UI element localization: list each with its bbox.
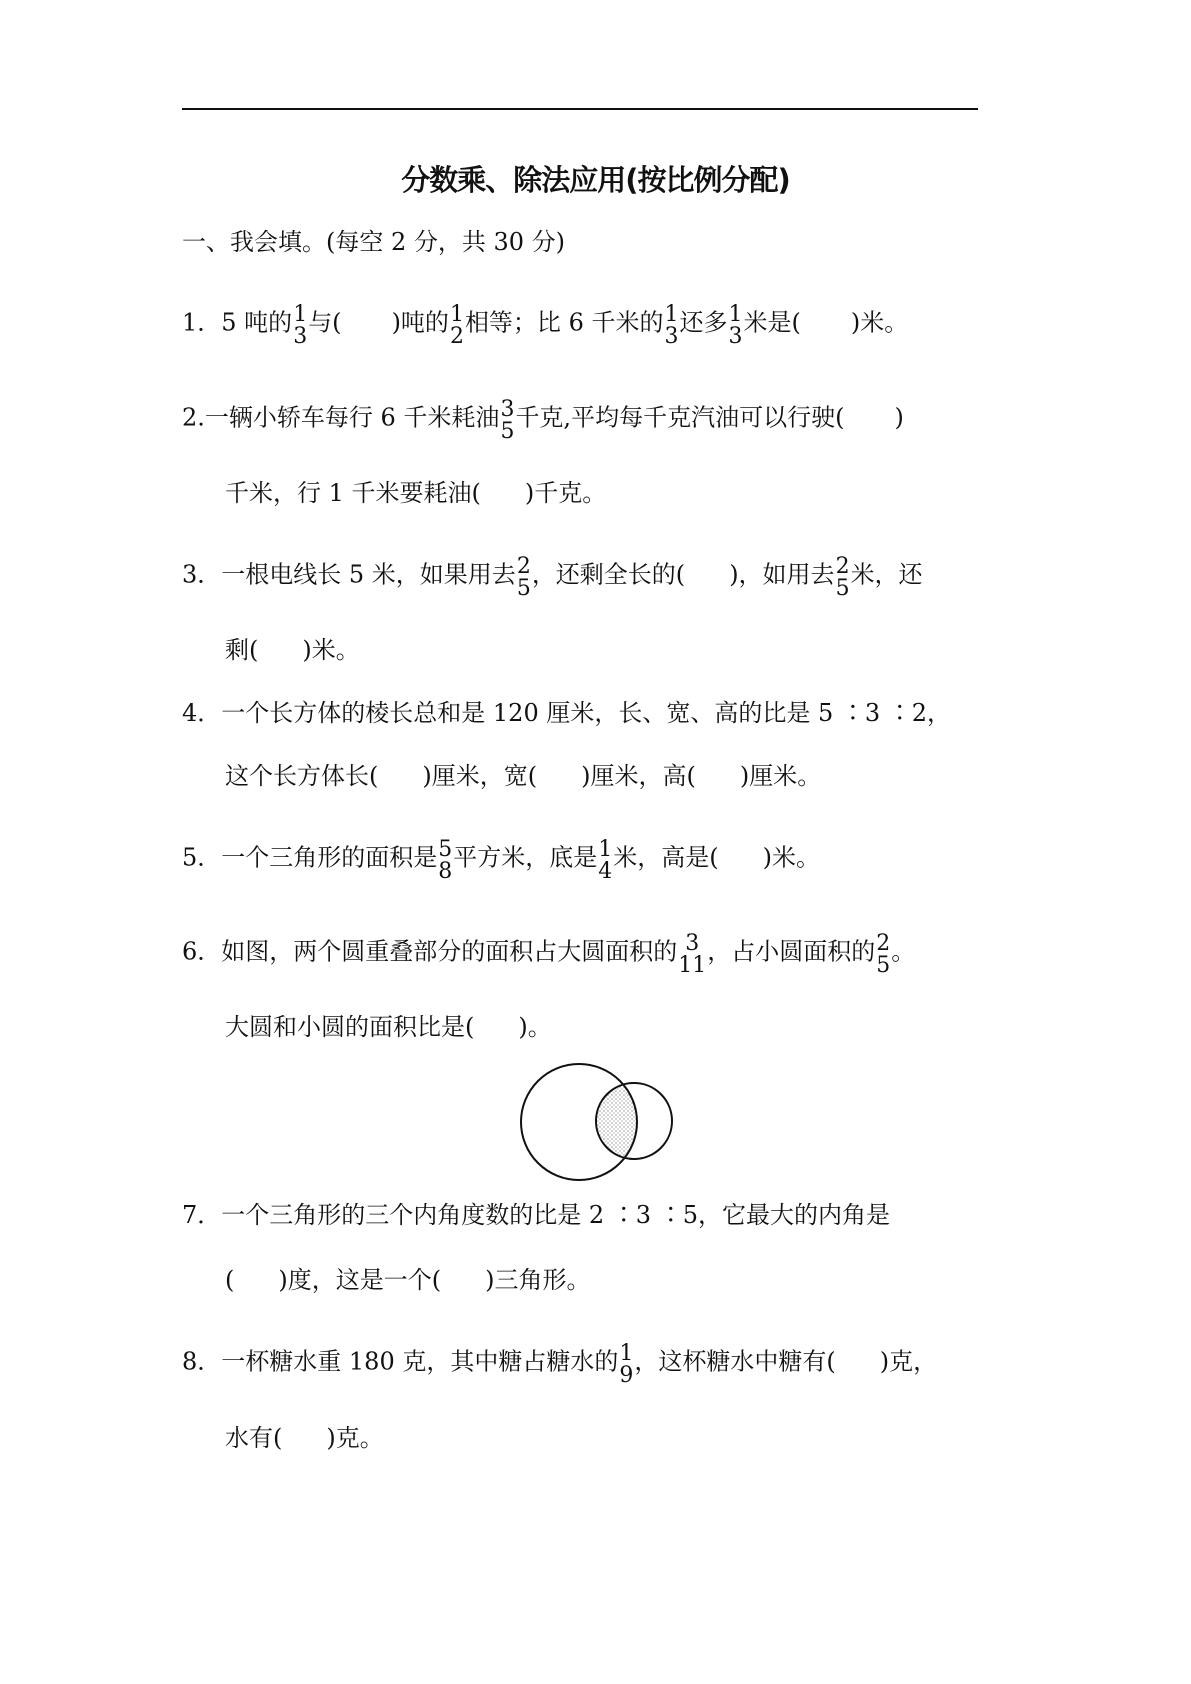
page-title: 分数乘、除法应用(按比例分配) [401, 163, 790, 197]
question-4-continued: 这个长方体长( )厘米，宽( )厘米，高( )厘米。 [225, 762, 822, 790]
question-7-continued: ( )度，这是一个( )三角形。 [225, 1266, 591, 1294]
fraction: 2 5 [835, 554, 850, 601]
question-3-continued: 剩( )米。 [225, 636, 360, 664]
question-4: 4．一个长方体的棱长总和是 120 厘米，长、宽、高的比是 5 ∶3 ∶2， [182, 699, 952, 727]
fraction: 2 5 [516, 554, 531, 601]
fraction: 3 11 [678, 931, 707, 978]
section-heading: 一、我会填。(每空 2 分，共 30 分) [182, 228, 566, 256]
question-8-continued: 水有( )克。 [225, 1424, 384, 1452]
fraction: 1 4 [598, 837, 613, 884]
fraction: 1 9 [619, 1341, 634, 1388]
question-2-continued: 千米，行 1 千米要耗油( )千克。 [225, 479, 607, 507]
question-8: 8．一杯糖水重 180 克，其中糖占糖水的 1 9 ，这杯糖水中糖有( )克， [182, 1341, 938, 1388]
question-7: 7．一个三角形的三个内角度数的比是 2 ∶3 ∶5，它最大的内角是 [182, 1201, 890, 1229]
question-3: 3．一根电线长 5 米，如果用去 2 5 ，还剩全长的( )，如用去 2 5 米，还 [182, 554, 923, 601]
question-1: 1．5 吨的 1 3 与( )吨的 1 2 相等；比 6 千米的 1 3 还多 1 3 米是( )米。 [182, 302, 909, 349]
fraction: 1 3 [293, 302, 308, 349]
question-5: 5．一个三角形的面积是 5 8 平方米，底是 1 4 米，高是( )米。 [182, 837, 821, 884]
fraction: 5 8 [438, 837, 453, 884]
fraction: 1 3 [728, 302, 743, 349]
fraction: 1 3 [664, 302, 679, 349]
fraction: 1 2 [449, 302, 464, 349]
question-6: 6．如图，两个圆重叠部分的面积占大圆面积的 3 11 ，占小圆面积的 2 5 。 [182, 931, 916, 978]
fraction: 2 5 [876, 931, 891, 978]
question-2: 2.一辆小轿车每行 6 千米耗油 3 5 千克,平均每千克汽油可以行驶( ) [182, 397, 904, 444]
question-6-continued: 大圆和小圆的面积比是( )。 [225, 1013, 552, 1041]
header-rule [182, 108, 978, 110]
overlapping-circles-figure [515, 1062, 685, 1187]
fraction: 3 5 [500, 397, 515, 444]
